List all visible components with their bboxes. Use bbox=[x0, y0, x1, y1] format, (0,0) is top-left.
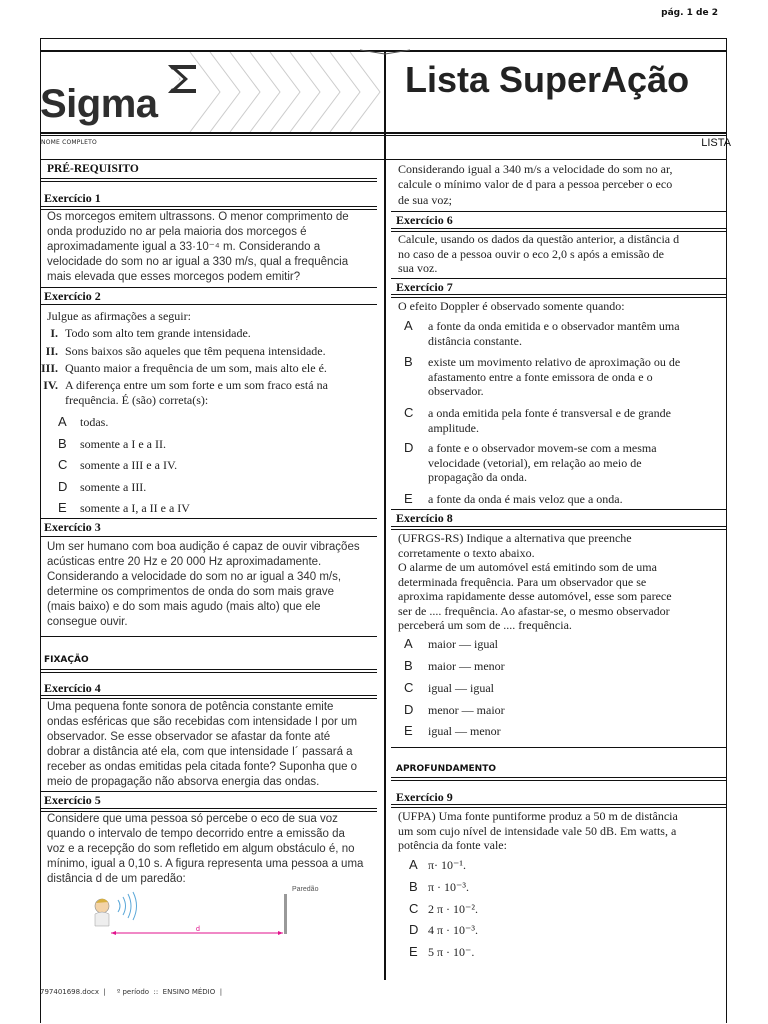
exercise-rule bbox=[391, 211, 727, 212]
page-number: pág. 1 de 2 bbox=[661, 8, 718, 18]
exercise-6-title: Exercício 6 bbox=[396, 213, 453, 227]
exercise-3-title: Exercício 3 bbox=[44, 520, 101, 534]
section-rule bbox=[41, 636, 377, 637]
exercise-2-intro: Julgue as afirmações a seguir: bbox=[47, 309, 191, 323]
exercise-5-text: Considere que uma pessoa só percebe o eco de sua voz quando o intervalo de tempo decorrido entre a emissão da voz e a recepção do som refletido em algum obstáculo é, no mínimo, igual a 0,10 s. A figura representa uma pessoa a uma distância d de um paredão: bbox=[47, 813, 364, 885]
section-rule bbox=[391, 777, 727, 781]
exercise-rule bbox=[41, 518, 377, 519]
exercise-rule bbox=[41, 287, 377, 288]
exercise-5-title: Exercício 5 bbox=[44, 793, 101, 807]
exercise-4-title: Exercício 4 bbox=[44, 681, 101, 695]
exercise-8-text: (UFRGS-RS) Indique a alternativa que preenche corretamente o texto abaixo. O alarme de um automóvel está emitindo som de uma determinada frequência. Para um observador que se aproxima rapidamente desse automóvel, esse som parece ser de .... frequência. Ao afastar-se, o mesmo observador perceberá um som de .... frequência. bbox=[398, 531, 672, 632]
exercise-rule bbox=[391, 278, 727, 279]
exercise-9-title: Exercício 9 bbox=[396, 790, 453, 804]
exercise-rule bbox=[41, 304, 377, 305]
exercise-7-title: Exercício 7 bbox=[396, 280, 453, 294]
exercise-5-continuation: Considerando igual a 340 m/s a velocidade do som no ar, calcule o mínimo valor de d para a pessoa perceber o eco de sua voz; bbox=[398, 162, 673, 207]
exercise-rule bbox=[41, 695, 377, 699]
exercise-rule bbox=[41, 536, 377, 537]
exercise-7-intro: O efeito Doppler é observado somente quando: bbox=[398, 299, 625, 313]
list-label: LISTA bbox=[701, 137, 731, 149]
exercise-2-statements: I. Todo som alto tem grande intensidade. II. Sons baixos são aqueles que têm pequena intensidade. III. Quanto maior a frequência de um som, mais alto ele é. IV. A diferença entre um som forte e um som fraco está na frequência. É (são) correta(s): bbox=[38, 326, 378, 408]
name-label: NOME COMPLETO bbox=[41, 139, 97, 146]
exercise-9-text: (UFPA) Uma fonte puntiforme produz a 50 m de distância um som cujo nível de intensidade vale 50 dB. Em watts, a potência da fonte vale: bbox=[398, 809, 678, 852]
footer-text: 797401698.docx | º período :: ENSINO MÉDIO | bbox=[40, 988, 223, 996]
section-fixacao: FIXAÇÃO bbox=[44, 655, 89, 665]
section-prerequisite: PRÉ-REQUISITO bbox=[47, 163, 139, 175]
exercise-2-title: Exercício 2 bbox=[44, 289, 101, 303]
exercise-4-text: Uma pequena fonte sonora de potência constante emite ondas esféricas que são recebidas com intensidade I por um observador. Se esse observador se afastar da fonte até dobrar a distância até ela, com que intensidade I´ passará a receber as ondas emitidas pela citada fonte? Suponha que o meio de propagação não absorva energia das ondas. bbox=[47, 701, 358, 788]
exercise-6-text: Calcule, usando os dados da questão anterior, a distância d no caso de a pessoa ouvir o eco 2,0 s após a emissão de sua voz. bbox=[398, 232, 680, 275]
section-rule bbox=[41, 669, 377, 673]
exercise-rule bbox=[391, 526, 727, 530]
statement-item: II. Sons baixos são aqueles que têm pequena intensidade. bbox=[45, 344, 326, 358]
section-rule bbox=[391, 747, 727, 748]
exercise-8-title: Exercício 8 bbox=[396, 511, 453, 525]
exercise-rule bbox=[41, 791, 377, 792]
statement-item: I. Todo som alto tem grande intensidade. bbox=[50, 326, 251, 340]
wall-label: Paredão bbox=[292, 886, 319, 893]
exercise-1-text: Os morcegos emitem ultrassons. O menor comprimento de onda produzido no ar pela maioria dos morcegos é aproximadamente igual a 33·10⁻⁴ m. Considerando a velocidade do som no ar igual a 330 m/s, qual a frequência mais elevada que esses morcegos podem emitir? bbox=[47, 211, 349, 283]
sigma-logo-icon bbox=[164, 62, 200, 96]
exercise-rule bbox=[391, 509, 727, 510]
distance-label: d bbox=[196, 926, 200, 933]
exercise-3-text: Um ser humano com boa audição é capaz de ouvir vibrações acústicas entre 20 Hz e 20 000 Hz aproximadamente. Considerando a velocidade do som no ar igual a 340 m/s, determine os comprimentos de onda do som mais grave (mais baixo) e do som mais agudo (mais alto) que ele consegue ouvir. bbox=[47, 541, 360, 628]
statement-item: IV. A diferença entre um som forte e um som fraco está na bbox=[43, 378, 328, 392]
list-title: Lista SuperAção bbox=[405, 59, 690, 100]
section-rule bbox=[41, 178, 377, 182]
exercise-1-title: Exercício 1 bbox=[44, 191, 101, 205]
logo-text: Sigma bbox=[40, 82, 158, 126]
section-aprofundamento: APROFUNDAMENTO bbox=[396, 764, 496, 774]
statement-item: III. Quanto maior a frequência de um som, mais alto ele é. bbox=[40, 361, 327, 375]
column-divider bbox=[384, 50, 386, 980]
exercise-rule bbox=[391, 804, 727, 808]
exercise-rule bbox=[391, 294, 727, 298]
